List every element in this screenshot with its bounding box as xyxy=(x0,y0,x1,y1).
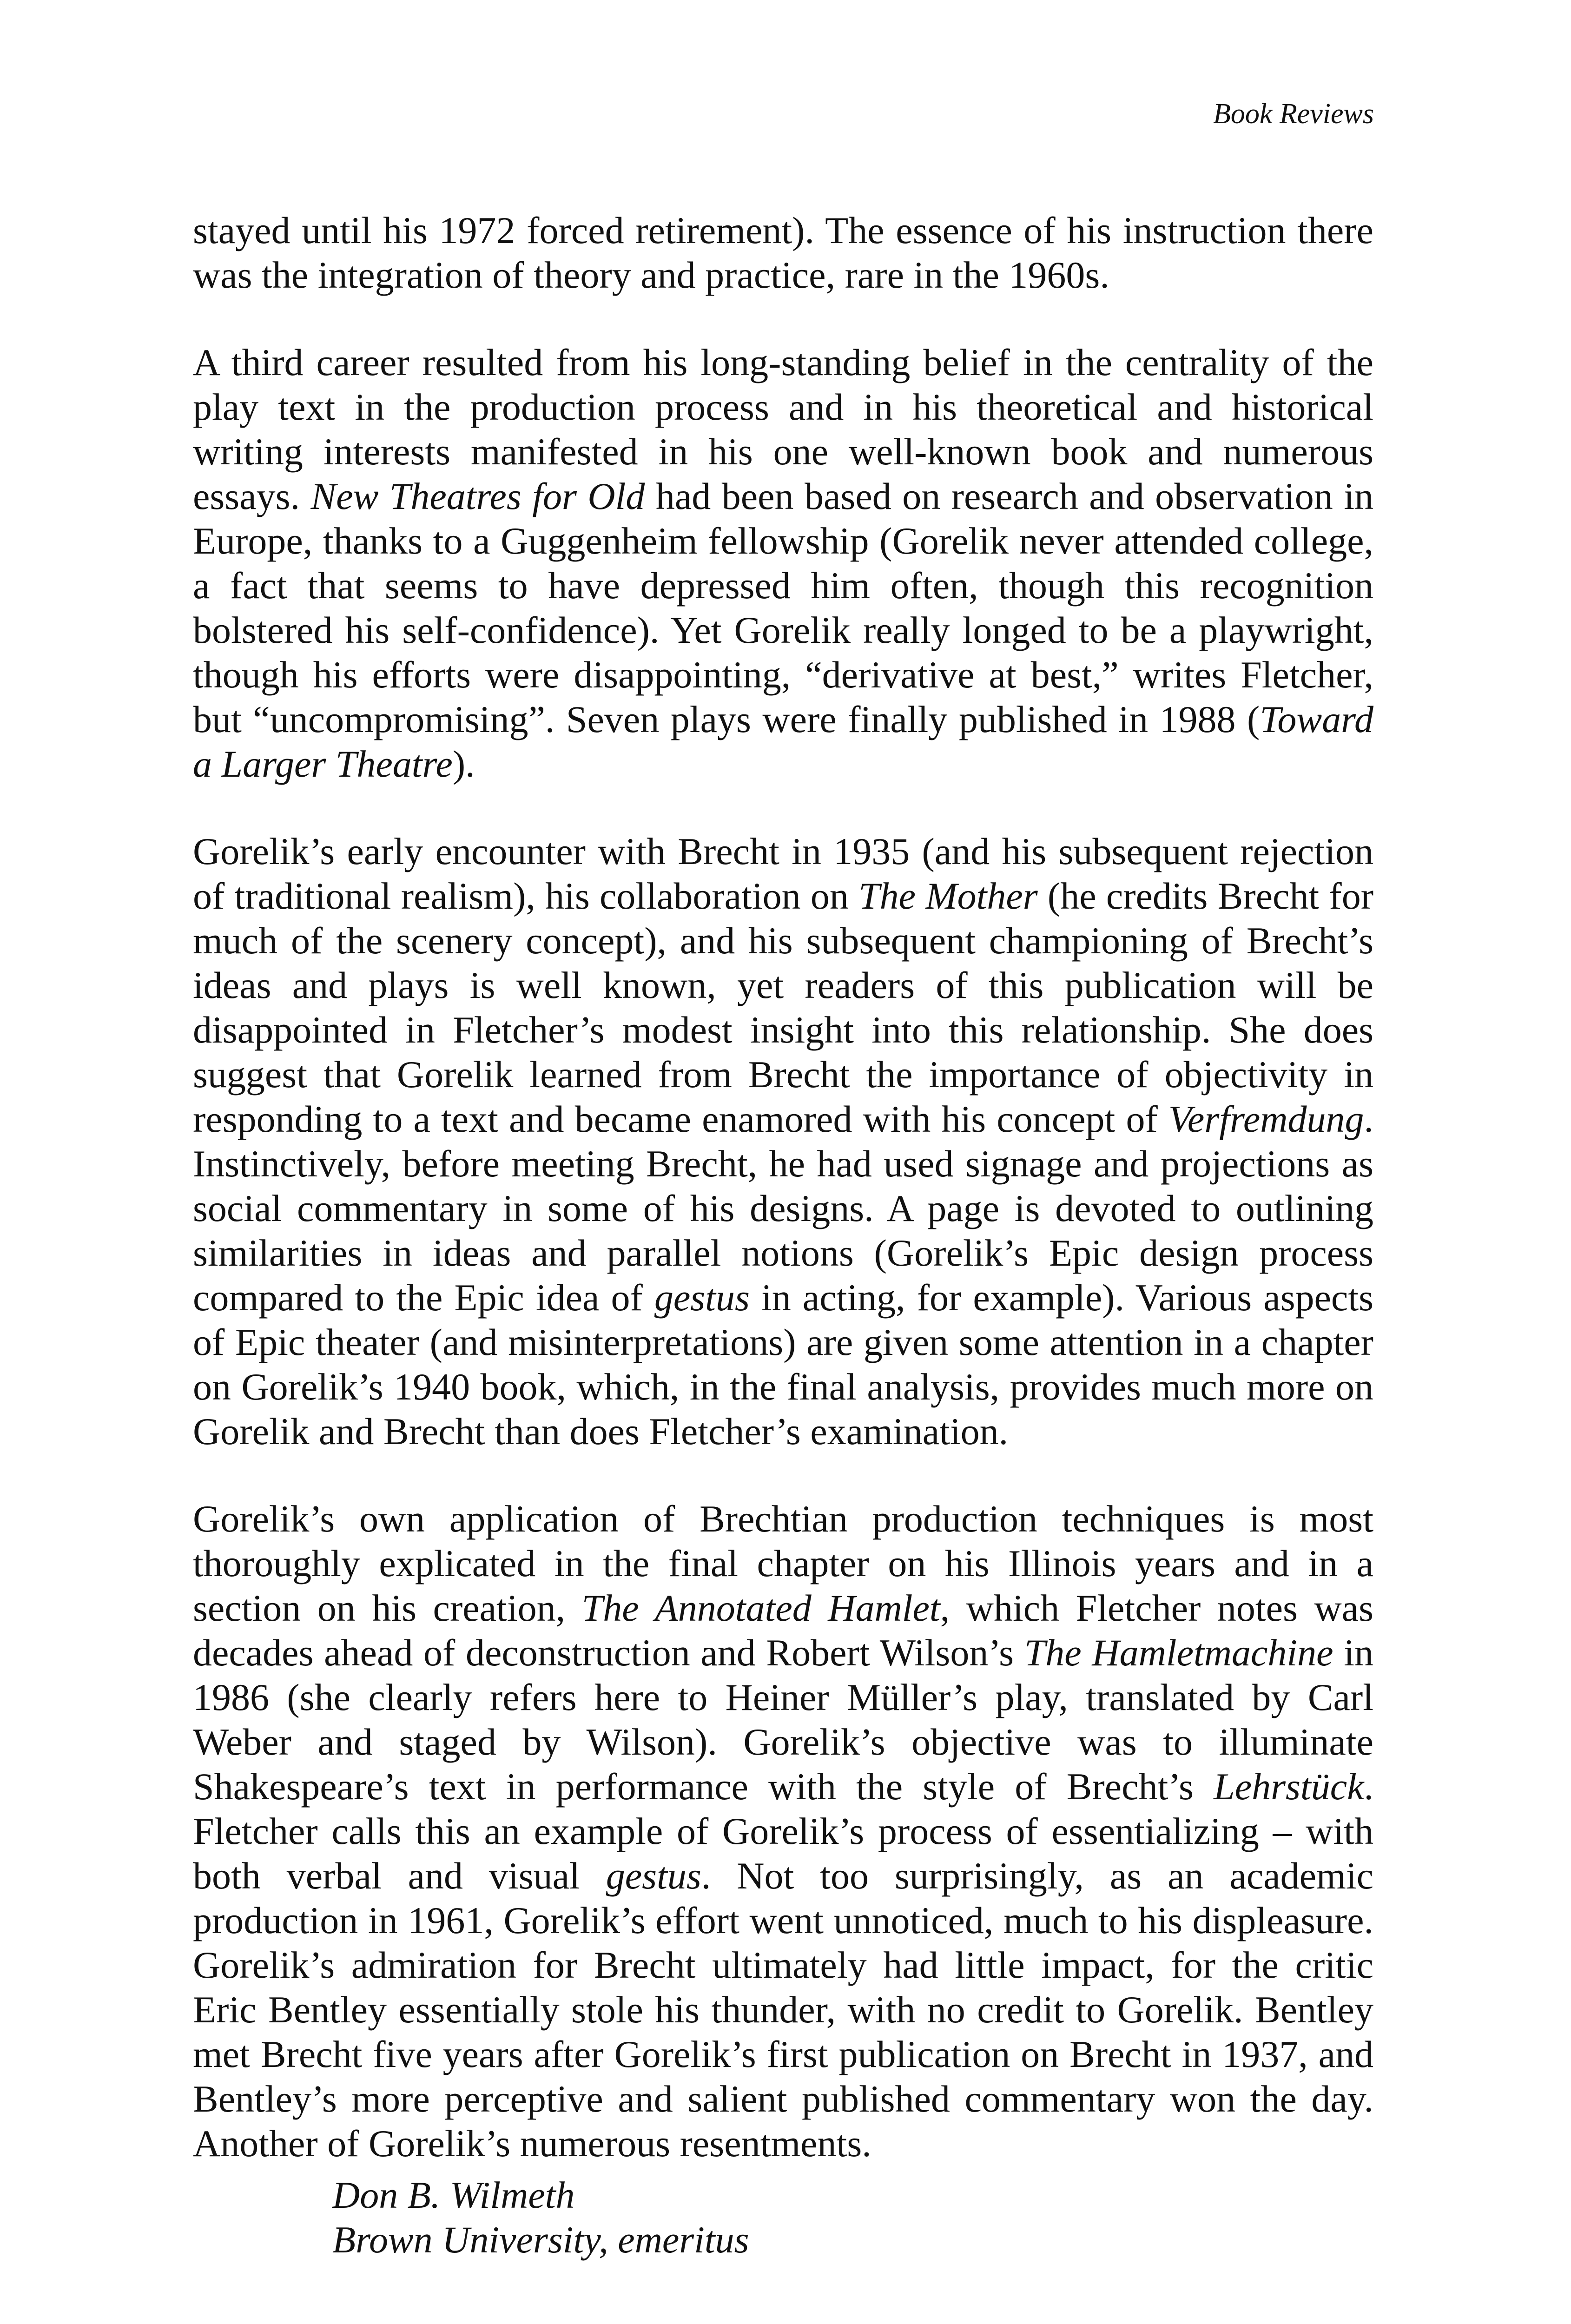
review-body xyxy=(193,208,1373,2209)
paragraph-2 xyxy=(193,340,1373,786)
paragraph-1 xyxy=(193,208,1373,297)
paragraph-3 xyxy=(193,829,1373,1454)
italic-title-run: Toward a Larger Theatre xyxy=(193,698,1373,785)
italic-title-run: gestus xyxy=(606,1855,701,1897)
text-run: . Not too surprisingly, as an academic production in 1961, Gorelik’s effort went unnoticed, much to his displeasure. Gorelik’s admiration for Brecht ultimately had little impact, for the critic Eric Bentley essentially stole his thunder, with no credit to Gorelik. Bentley met Brecht five years after Gorelik’s first publication on Brecht in 1937, and Bentley’s more perceptive and salient published commentary won the day. Another of Gorelik’s numerous resentments. xyxy=(193,1855,1373,2165)
italic-title-run: gestus xyxy=(654,1276,750,1319)
reviewer-signature xyxy=(332,2173,749,2262)
text-run: A third career resulted from his long-standing belief in the centrality of the play text in the production process and in his theoretical and historical writing interests manifested in his one well-known book and numerous essays. xyxy=(193,341,1373,517)
italic-title-run: New Theatres for Old xyxy=(310,475,645,517)
paragraph-4 xyxy=(193,1497,1373,2166)
text-run: stayed until his 1972 forced retirement). The essence of his instruction there was the integration of theory and practice, rare in the 1960s. xyxy=(193,209,1373,296)
text-run: (he credits Brecht for much of the scenery concept), and his subsequent championing of Brecht’s ideas and plays is well known, yet readers of this publication will be disappointed in Fletcher’s modest insight into this relationship. She does suggest that Gorelik learned from Brecht the importance of objectivity in responding to a text and became enamored with his concept of xyxy=(193,875,1373,1140)
italic-title-run: Verfremdung xyxy=(1168,1098,1364,1140)
text-run: in 1986 (she clearly refers here to Heiner Müller’s play, translated by Carl Weber and staged by Wilson). Gorelik’s objective was to illuminate Shakespeare’s text in performance with the style of Brecht’s xyxy=(193,1631,1373,1808)
text-run: Gorelik’s early encounter with Brecht in 1935 (and his subsequent rejection of traditional realism), his collaboration on xyxy=(193,830,1373,917)
text-run: , which Fletcher notes was decades ahead of deconstruction and Robert Wilson’s xyxy=(193,1587,1373,1674)
text-run: . Fletcher calls this an example of Gorelik’s process of essentializing – with both verbal and visual xyxy=(193,1765,1373,1897)
reviewer-name: Don B. Wilmeth xyxy=(332,2174,575,2216)
running-head: Book Reviews xyxy=(1213,98,1374,130)
italic-title-run: The Mother xyxy=(858,875,1038,917)
text-run: had been based on research and observation in Europe, thanks to a Guggenheim fellowship (Gorelik never attended college, a fact that seems to have depressed him often, though this recognition bolstered his self-confidence). Yet Gorelik really longed to be a playwright, though his efforts were disappointing, “derivative at best,” writes Fletcher, but “uncompromising”. Seven plays were finally published in 1988 ( xyxy=(193,475,1374,740)
reviewer-affiliation: Brown University, emeritus xyxy=(332,2218,749,2261)
text-run: ). xyxy=(452,743,475,785)
text-run: Gorelik’s own application of Brechtian production techniques is most thoroughly explicated in the final chapter on his Illinois years and in a section on his creation, xyxy=(193,1498,1373,1629)
italic-title-run: The Hamletmachine xyxy=(1024,1631,1333,1674)
italic-title-run: The Annotated Hamlet xyxy=(581,1587,940,1629)
text-run: in acting, for example). Various aspects of Epic theater (and misinterpretations) are given some attention in a chapter on Gorelik’s 1940 book, which, in the final analysis, provides much more on Gorelik and Brecht than does Fletcher’s examination. xyxy=(193,1276,1373,1452)
text-run: . Instinctively, before meeting Brecht, he had used signage and projections as social commentary in some of his designs. A page is devoted to outlining similarities in ideas and parallel notions (Gorelik’s Epic design process compared to the Epic idea of xyxy=(193,1098,1373,1319)
italic-title-run: Lehrstück xyxy=(1214,1765,1364,1808)
